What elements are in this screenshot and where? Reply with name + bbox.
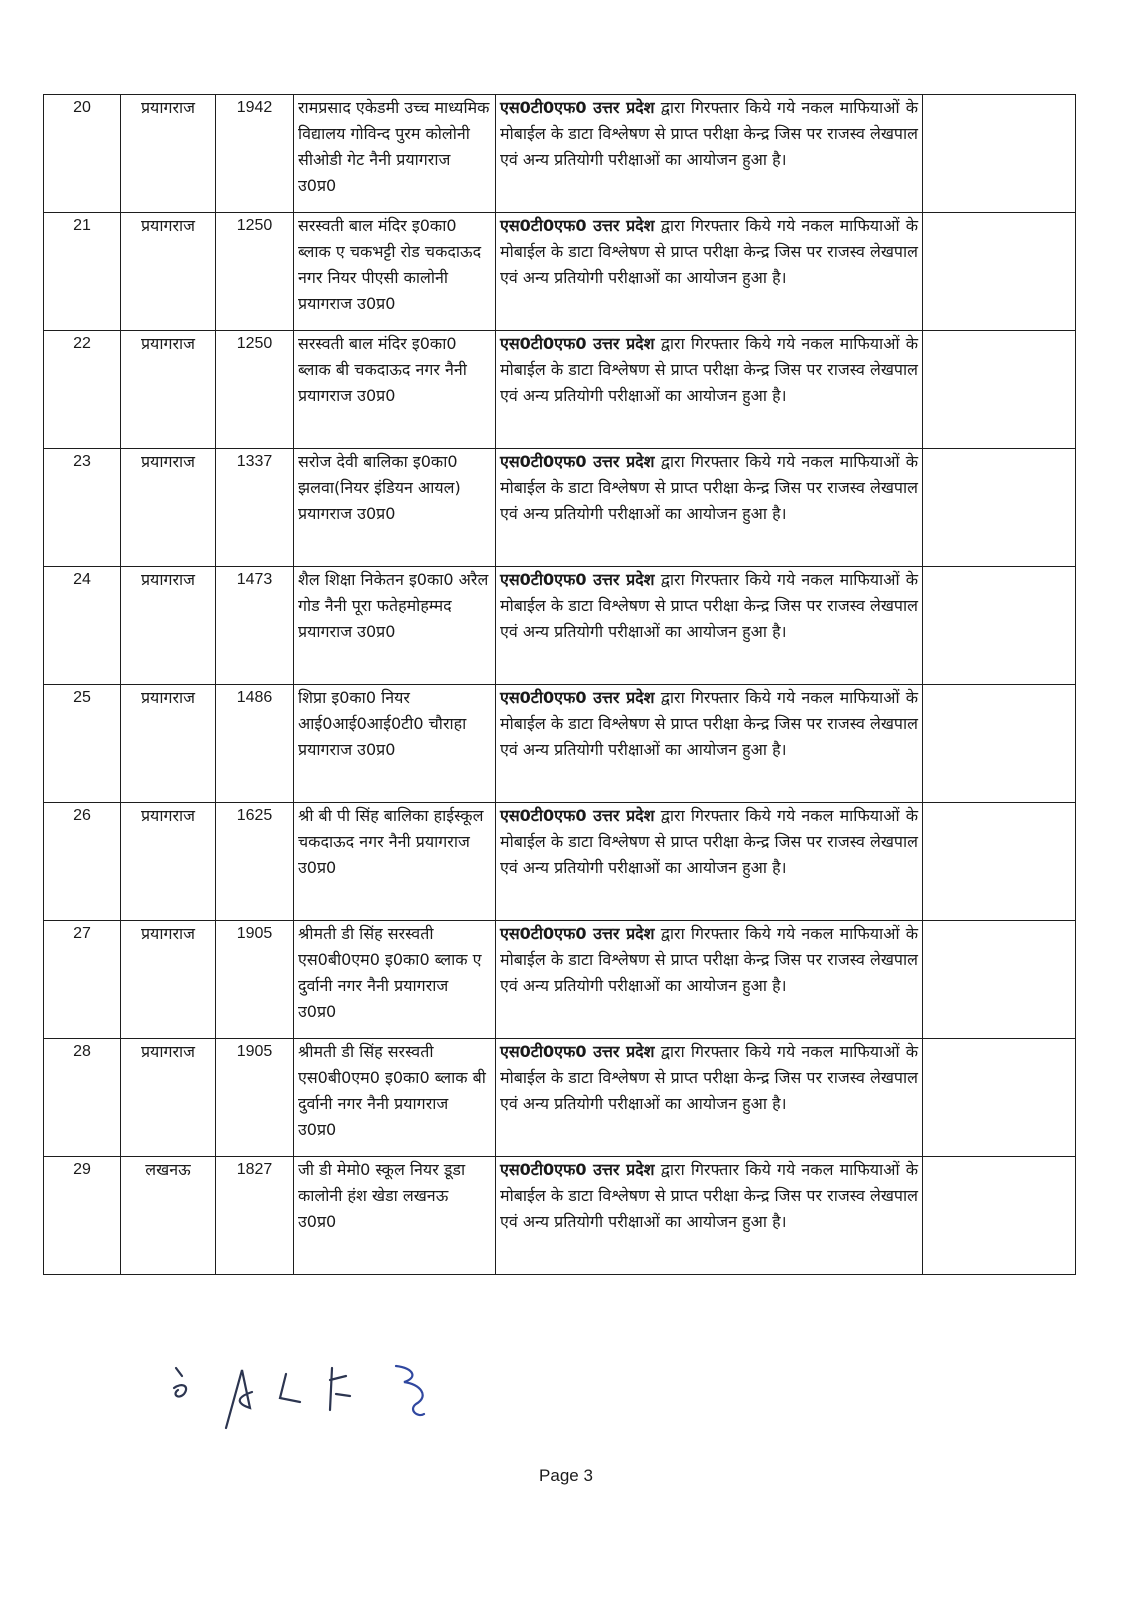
centre-address-cell: शैल शिक्षा निकेतन इ0का0 अरैल गोड नैनी पूरा फतेहमोहम्मद प्रयागराज उ0प्र0 [294,567,496,685]
reason-agency: एस0टी0एफ0 उत्तर प्रदेश [500,1160,655,1179]
reason-agency: एस0टी0एफ0 उत्तर प्रदेश [500,452,655,471]
table-row [44,567,1076,685]
centre-address-cell: श्रीमती डी सिंह सरस्वती एस0बी0एम0 इ0का0 ब्लाक बी दुर्वानी नगर नैनी प्रयागराज उ0प्र0 [294,1039,496,1157]
serial-number-cell: 24 [44,567,121,685]
reason-text: द्वारा गिरफ्तार किये गये नकल माफियाओं के मोबाईल के डाटा विश्लेषण से प्राप्त परीक्षा केन्द्र जिस पर राजस्व लेखपाल एवं अन्य प्रतियोगी परीक्षाओं का आयोजन हुआ है। [500,98,918,169]
reason-agency: एस0टी0एफ0 उत्तर प्रदेश [500,216,655,235]
reason-text: द्वारा गिरफ्तार किये गये नकल माफियाओं के मोबाईल के डाटा विश्लेषण से प्राप्त परीक्षा केन्द्र जिस पर राजस्व लेखपाल एवं अन्य प्रतियोगी परीक्षाओं का आयोजन हुआ है। [500,216,918,287]
reason-agency: एस0टी0एफ0 उत्तर प्रदेश [500,570,655,589]
remark-cell [923,1157,1076,1275]
centre-address-cell: सरस्वती बाल मंदिर इ0का0 ब्लाक बी चकदाऊद नगर नैनी प्रयागराज उ0प्र0 [294,331,496,449]
table-row [44,449,1076,567]
reason-text: द्वारा गिरफ्तार किये गये नकल माफियाओं के मोबाईल के डाटा विश्लेषण से प्राप्त परीक्षा केन्द्र जिस पर राजस्व लेखपाल एवं अन्य प्रतियोगी परीक्षाओं का आयोजन हुआ है। [500,1042,918,1113]
serial-number-cell: 26 [44,803,121,921]
reason-text: द्वारा गिरफ्तार किये गये नकल माफियाओं के मोबाईल के डाटा विश्लेषण से प्राप्त परीक्षा केन्द्र जिस पर राजस्व लेखपाल एवं अन्य प्रतियोगी परीक्षाओं का आयोजन हुआ है। [500,688,918,759]
reason-cell [496,1157,923,1275]
district-cell: प्रयागराज [121,331,216,449]
handwritten-signature [168,1358,468,1438]
serial-number-cell: 29 [44,1157,121,1275]
centre-address-cell: सरोज देवी बालिका इ0का0 झलवा(नियर इंडियन आयल) प्रयागराज उ0प्र0 [294,449,496,567]
centre-code-cell: 1250 [216,331,294,449]
centre-address-cell: श्रीमती डी सिंह सरस्वती एस0बी0एम0 इ0का0 ब्लाक ए दुर्वानी नगर नैनी प्रयागराज उ0प्र0 [294,921,496,1039]
serial-number-cell: 23 [44,449,121,567]
reason-cell [496,921,923,1039]
centre-code-cell: 1337 [216,449,294,567]
remark-cell [923,331,1076,449]
reason-cell [496,449,923,567]
table-row [44,1039,1076,1157]
centre-code-cell: 1905 [216,921,294,1039]
reason-cell [496,331,923,449]
serial-number-cell: 22 [44,331,121,449]
centre-code-cell: 1250 [216,213,294,331]
centre-address-cell: सरस्वती बाल मंदिर इ0का0 ब्लाक ए चकभट्टी रोड चकदाऊद नगर नियर पीएसी कालोनी प्रयागराज उ0प्र0 [294,213,496,331]
centre-code-cell: 1827 [216,1157,294,1275]
reason-cell [496,1039,923,1157]
district-cell: प्रयागराज [121,213,216,331]
table-row [44,685,1076,803]
reason-agency: एस0टी0एफ0 उत्तर प्रदेश [500,924,655,943]
remark-cell [923,803,1076,921]
document-sheet [43,94,1075,1275]
reason-text: द्वारा गिरफ्तार किये गये नकल माफियाओं के मोबाईल के डाटा विश्लेषण से प्राप्त परीक्षा केन्द्र जिस पर राजस्व लेखपाल एवं अन्य प्रतियोगी परीक्षाओं का आयोजन हुआ है। [500,924,918,995]
remark-cell [923,213,1076,331]
reason-text: द्वारा गिरफ्तार किये गये नकल माफियाओं के मोबाईल के डाटा विश्लेषण से प्राप्त परीक्षा केन्द्र जिस पर राजस्व लेखपाल एवं अन्य प्रतियोगी परीक्षाओं का आयोजन हुआ है। [500,806,918,877]
reason-agency: एस0टी0एफ0 उत्तर प्रदेश [500,334,655,353]
reason-cell [496,567,923,685]
table-row [44,95,1076,213]
remark-cell [923,95,1076,213]
district-cell: लखनऊ [121,1157,216,1275]
centre-code-cell: 1625 [216,803,294,921]
centre-code-cell: 1942 [216,95,294,213]
reason-cell [496,95,923,213]
table-row [44,803,1076,921]
district-cell: प्रयागराज [121,921,216,1039]
district-cell: प्रयागराज [121,449,216,567]
table-row [44,213,1076,331]
reason-agency: एस0टी0एफ0 उत्तर प्रदेश [500,806,655,825]
remark-cell [923,1039,1076,1157]
page-number: Page 3 [539,1466,593,1485]
reason-text: द्वारा गिरफ्तार किये गये नकल माफियाओं के मोबाईल के डाटा विश्लेषण से प्राप्त परीक्षा केन्द्र जिस पर राजस्व लेखपाल एवं अन्य प्रतियोगी परीक्षाओं का आयोजन हुआ है। [500,452,918,523]
serial-number-cell: 21 [44,213,121,331]
remark-cell [923,685,1076,803]
reason-agency: एस0टी0एफ0 उत्तर प्रदेश [500,98,655,117]
centre-address-cell: रामप्रसाद एकेडमी उच्च माध्यमिक विद्यालय गोविन्द पुरम कोलोनी सीओडी गेट नैनी प्रयागराज उ0प्र0 [294,95,496,213]
exam-centre-table [43,94,1076,1275]
table-row [44,921,1076,1039]
reason-agency: एस0टी0एफ0 उत्तर प्रदेश [500,1042,655,1061]
remark-cell [923,567,1076,685]
district-cell: प्रयागराज [121,95,216,213]
district-cell: प्रयागराज [121,685,216,803]
reason-cell [496,803,923,921]
serial-number-cell: 27 [44,921,121,1039]
remark-cell [923,449,1076,567]
reason-cell [496,213,923,331]
centre-address-cell: जी डी मेमो0 स्कूल नियर डूडा कालोनी हंश खेडा लखनऊ उ0प्र0 [294,1157,496,1275]
centre-code-cell: 1905 [216,1039,294,1157]
serial-number-cell: 25 [44,685,121,803]
reason-agency: एस0टी0एफ0 उत्तर प्रदेश [500,688,655,707]
centre-address-cell: शिप्रा इ0का0 नियर आई0आई0आई0टी0 चौराहा प्रयागराज उ0प्र0 [294,685,496,803]
district-cell: प्रयागराज [121,567,216,685]
reason-cell [496,685,923,803]
reason-text: द्वारा गिरफ्तार किये गये नकल माफियाओं के मोबाईल के डाटा विश्लेषण से प्राप्त परीक्षा केन्द्र जिस पर राजस्व लेखपाल एवं अन्य प्रतियोगी परीक्षाओं का आयोजन हुआ है। [500,1160,918,1231]
serial-number-cell: 28 [44,1039,121,1157]
table-row [44,331,1076,449]
district-cell: प्रयागराज [121,1039,216,1157]
centre-code-cell: 1486 [216,685,294,803]
centre-code-cell: 1473 [216,567,294,685]
table-row [44,1157,1076,1275]
table-body [44,95,1076,1275]
district-cell: प्रयागराज [121,803,216,921]
serial-number-cell: 20 [44,95,121,213]
reason-text: द्वारा गिरफ्तार किये गये नकल माफियाओं के मोबाईल के डाटा विश्लेषण से प्राप्त परीक्षा केन्द्र जिस पर राजस्व लेखपाल एवं अन्य प्रतियोगी परीक्षाओं का आयोजन हुआ है। [500,570,918,641]
remark-cell [923,921,1076,1039]
reason-text: द्वारा गिरफ्तार किये गये नकल माफियाओं के मोबाईल के डाटा विश्लेषण से प्राप्त परीक्षा केन्द्र जिस पर राजस्व लेखपाल एवं अन्य प्रतियोगी परीक्षाओं का आयोजन हुआ है। [500,334,918,405]
centre-address-cell: श्री बी पी सिंह बालिका हाईस्कूल चकदाऊद नगर नैनी प्रयागराज उ0प्र0 [294,803,496,921]
